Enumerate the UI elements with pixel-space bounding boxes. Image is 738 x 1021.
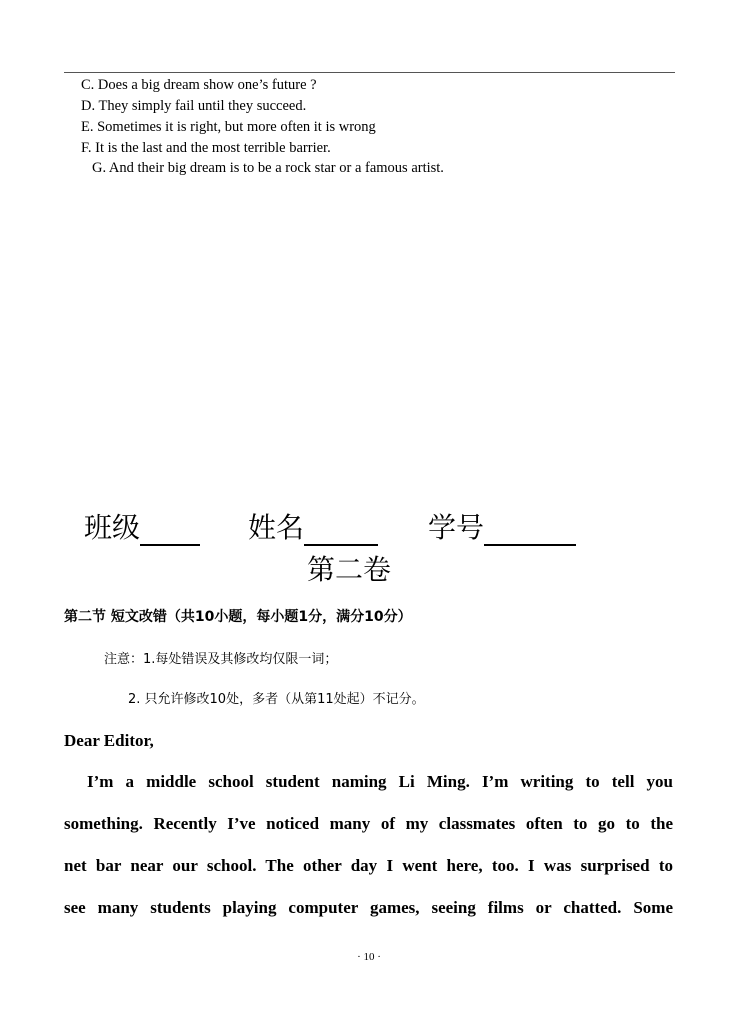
letter-line-4: see many students playing computer games, seeing films or chatted. Some: [64, 898, 673, 917]
number-blank: [484, 514, 576, 546]
name-blank: [304, 514, 378, 546]
name-field: [248, 510, 378, 546]
option-e: E. Sometimes it is right, but more often it is wrong: [81, 119, 376, 135]
letter-line-3: net bar near our school. The other day I went here, too. I was surprised to: [64, 856, 673, 875]
class-blank: [140, 514, 200, 546]
number-label: 学号: [428, 511, 485, 544]
number-field: [428, 510, 576, 546]
option-d: D. They simply fail until they succeed.: [81, 98, 307, 114]
class-label: 班级: [84, 511, 141, 544]
page-number: · 10 ·: [357, 951, 381, 963]
letter-line-2: something. Recently I’ve noticed many of my classmates often to go to the: [64, 814, 673, 833]
header-rule: [64, 72, 675, 73]
letter-salutation: Dear Editor,: [64, 731, 154, 750]
name-label: 姓名: [248, 511, 305, 544]
note-2: 2. 只允许修改10处，多者（从第11处起）不记分。: [128, 692, 425, 707]
option-g: G. And their big dream is to be a rock star or a famous artist.: [92, 160, 444, 176]
note-1: 注意：1.每处错误及其修改均仅限一词；: [104, 652, 338, 667]
option-c: C. Does a big dream show one’s future ?: [81, 77, 317, 93]
letter-line-1: I’m a middle school student naming Li Ming. I’m writing to tell you: [87, 772, 673, 791]
volume-title: 第二卷: [307, 553, 392, 586]
option-f: F. It is the last and the most terrible barrier.: [81, 140, 331, 156]
section-heading: 第二节 短文改错（共10小题，每小题1分，满分10分）: [64, 609, 412, 625]
class-field: [84, 510, 200, 546]
